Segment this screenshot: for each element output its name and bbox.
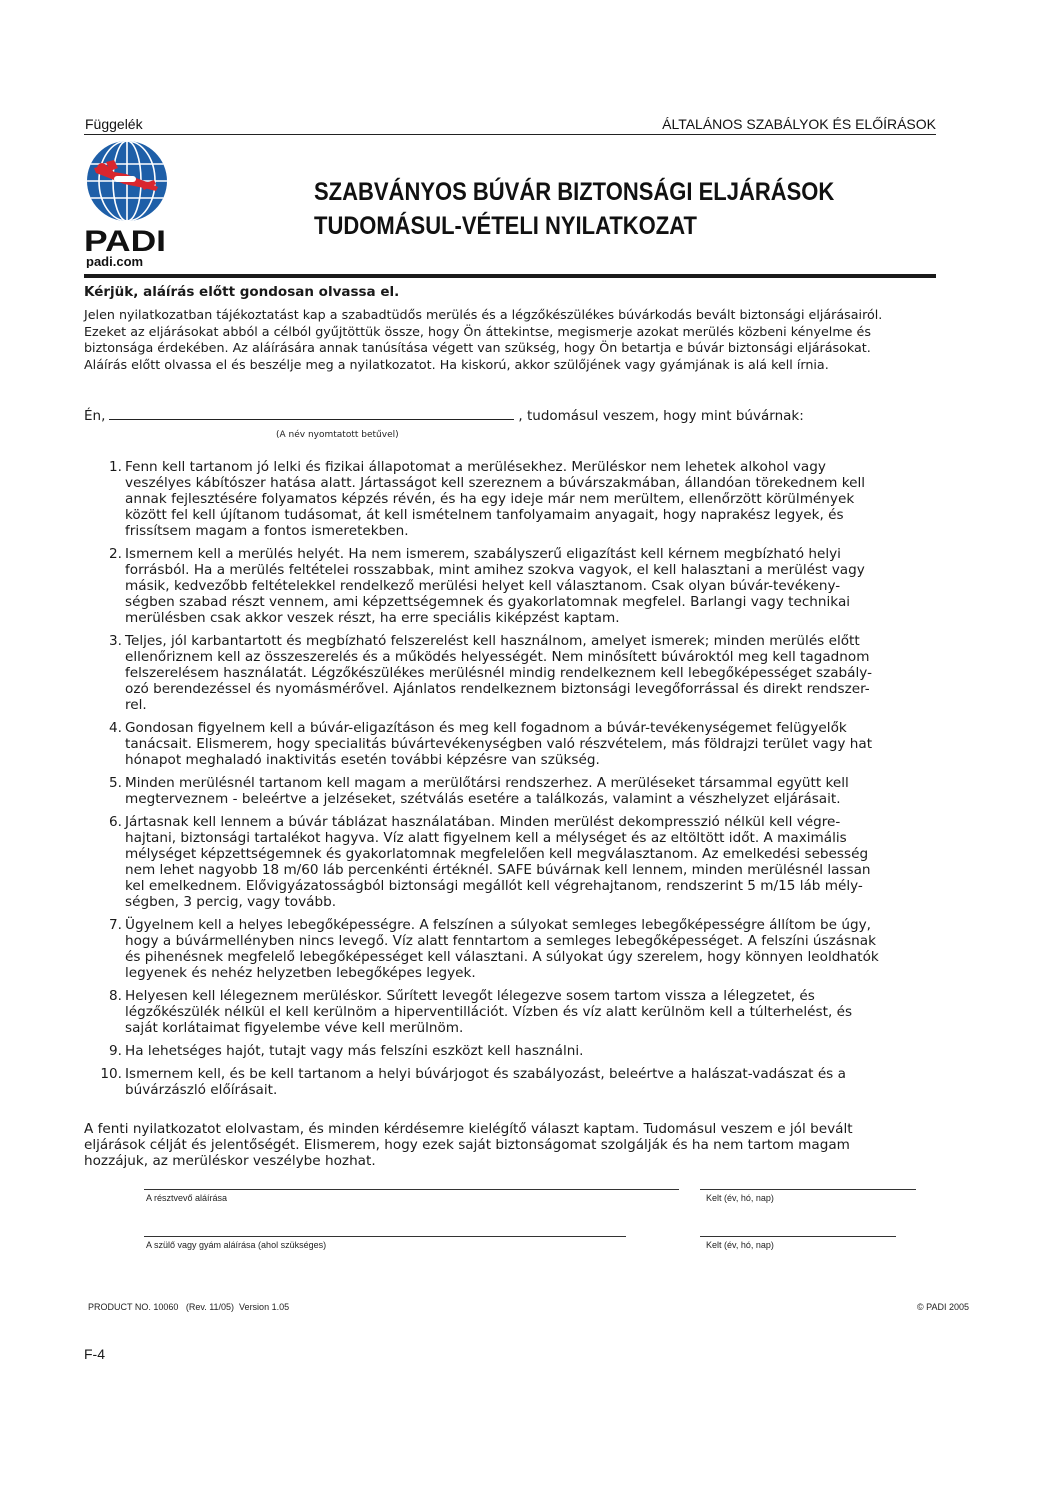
guardian-signature-line[interactable] [144,1236,626,1237]
item-line: ozó berendezéssel és nyomásmérővel. Ajánlatos rendelkeznem biztonsági levegőforrással és direkt rendszer- [125,681,870,697]
item-text [125,546,963,626]
list-item [84,988,964,1036]
item-line: megterveznem - beleértve a jelzéseket, szétválás esetére a találkozás, valamint a vészhelyzet eljárásait. [125,791,841,807]
statement-prefix: Én, [84,408,106,424]
item-line: légzőkészülék nélkül el kell kerülnöm a hiperventillációt. Vízben és víz alatt kerülnöm kell a túlterhelést, és [125,1004,853,1020]
logo-url: padi.com [86,254,144,268]
list-item [84,459,964,539]
intro-line: Jelen nyilatkozatban tájékoztatást kap a szabadtüdős merülés és a légzőkészülékes búvárkodás bevált biztonsági eljárásairól. [84,307,883,322]
title-line-1: SZABVÁNYOS BÚVÁR BIZTONSÁGI ELJÁRÁSOK [314,178,835,206]
item-line: legyenek és nehéz helyzetben lebegőképes legyek. [125,965,476,981]
closing-line: hozzájuk, az merüléskor veszélybe hozhat. [84,1153,376,1169]
item-line: Minden merülésnél tartanom kell magam a merülőtársi rendszerhez. A merüléseket társammal együtt kell [125,775,849,791]
item-text [125,720,963,768]
item-number: 7. [109,917,122,933]
item-text [125,988,963,1036]
please-read-note: Kérjük, aláírás előtt gondosan olvassa el. [84,284,400,300]
item-line: felszerelésem használatát. Légzőkészülékes merülésnél mindig rendelkeznem kell lebegőképességet szabály- [125,665,872,681]
item-text [125,633,963,713]
item-line: forrásból. Ha a merülés feltételei rosszabbak, mint amihez szokva vagyok, el kell halasztani a merülést vagy [125,562,865,578]
item-line: Ismernem kell, és be kell tartanom a helyi búvárjogot és szabályozást, beleértve a halászat-vadászat és a [125,1066,846,1082]
list-item [84,1043,964,1059]
intro-line: Aláírás előtt olvassa el és beszélje meg a nyilatkozatot. Ha kiskorú, akkor szülőjének vagy gyámjának is alá kell írnia. [84,356,829,372]
list-item [84,1066,964,1098]
section-label: Függelék [85,116,143,132]
item-line: másik, kedvezőbb feltételekkel rendelkező merülési helyet kell választanom. Csak olyan búvár-tevékeny- [125,578,841,594]
item-line: Ügyelnem kell a helyes lebegőképességre. A felszínen a súlyokat semleges lebegőképességre állítom be úgy, [125,917,871,933]
participant-signature-label: A résztvevő aláírása [146,1193,228,1203]
closing-line: eljárások célját és jelentőségét. Elismerem, hogy ezek saját biztonságomat szolgálják és ha nem tartom magam [84,1137,850,1153]
page-number: F-4 [84,1346,105,1362]
padi-logo [84,138,170,268]
copyright: © PADI 2005 [917,1302,969,1312]
item-number: 3. [109,633,122,649]
item-line: hogy a búvármellényben nincs levegő. Víz alatt fenntartom a semleges lebegőképességet. A felszíni úszásnak [125,933,876,949]
item-line: tanácsait. Elismerem, hogy specialitás búvártevékenységben való részvételem, más földrajzi terület vagy hat [125,736,873,752]
logo-brand: PADI [84,225,166,258]
name-field[interactable] [109,407,514,420]
item-line: között fel kell újítanom tudásomat, át kell ismételnem tanfolyamaim anyagait, hogy naprakész legyek, és [125,507,844,523]
item-line: és pihenésnek megfelelő lebegőképességet kell választani. A súlyokat úgy szerelem, hogy könnyen leoldhatók [125,949,879,965]
item-line: veszélyes kábítószer hatása alatt. Jártasságot kell szereznem a búvárszakmában, állandóan törekednem kell [125,475,866,491]
item-line: annak fejlesztésére folyamatos képzés révén, és ha egy ideje már nem merültem, ellenőrzött körülmények [125,491,855,507]
item-text [125,775,963,807]
closing-line: A fenti nyilatkozatot elolvastam, és minden kérdésemre kielégítő választ kaptam. Tudomásul veszem e jól bevált [84,1121,853,1137]
item-line: Gondosan figyelnem kell a búvár-eligazításon és meg kell fogadnom a búvár-tevékenységemet felügyelők [125,720,847,736]
product-number: PRODUCT NO. 10060 (Rev. 11/05) Version 1.05 [88,1302,290,1312]
item-line: Teljes, jól karbantartott és megbízható felszerelést kell használnom, amelyet ismerek; minden merülés előtt [125,633,860,649]
list-item [84,814,964,910]
item-text [125,1066,963,1098]
title-divider [84,274,936,278]
intro-paragraph [84,307,969,373]
item-line: hajtani, biztonsági tartalékot hagyva. Víz alatt figyelnem kell a mélységet és az eltöltött időt. A maximális [125,830,847,846]
date-label-2: Kelt (év, hó, nap) [706,1240,774,1250]
item-line: ségben, 3 percig, vagy tovább. [125,894,337,910]
item-line: Ha lehetséges hajót, tutajt vagy más felszíni eszközt kell használni. [125,1043,584,1059]
item-number: 6. [109,814,122,830]
name-statement [84,407,964,424]
header-divider [84,134,936,135]
item-line: merülésben csak akkor veszek részt, ha erre speciális kiképzést kaptam. [125,610,620,626]
title-line-2: TUDOMÁSUL-VÉTELI NYILATKOZAT [314,212,697,240]
item-number: 1. [109,459,122,475]
item-number: 8. [109,988,122,1004]
item-line: Jártasnak kell lennem a búvár táblázat használatában. Minden merülést dekompresszió nélkül kell végre- [125,814,841,830]
item-text [125,459,963,539]
item-line: Helyesen kell lélegeznem merüléskor. Sűrített levegőt lélegezve sosem tartom vissza a lélegzetet, és [125,988,815,1004]
date-line-2[interactable] [700,1236,896,1237]
list-item [84,775,964,807]
item-line: hónapot meghaladó inaktivitás esetén további képzésre van szükség. [125,752,600,768]
date-line-1[interactable] [700,1189,916,1190]
item-text [125,814,963,910]
item-line: mélységet képzettségemnek és gyakorlatomnak megfelelően kell megválasztanom. Az emelkedési sebesség [125,846,869,862]
item-line: Ismernem kell a merülés helyét. Ha nem ismerem, szabályszerű eligazítást kell kérnem megbízható helyi [125,546,841,562]
item-number: 9. [109,1043,122,1059]
rules-list [84,459,964,1105]
item-line: ségben szabad részt vennem, ami képzettségemnek és gyakorlatomnak megfelel. Barlangi vagy technikai [125,594,851,610]
page-title [314,175,834,243]
name-hint: (A név nyomtatott betűvel) [276,430,399,440]
section-title: ÁLTALÁNOS SZABÁLYOK ÉS ELŐÍRÁSOK [662,116,936,132]
item-number: 4. [109,720,122,736]
item-line: Fenn kell tartanom jó lelki és fizikai állapotomat a merülésekhez. Merüléskor nem lehetek alkohol vagy [125,459,826,475]
item-number: 10. [100,1066,122,1082]
list-item [84,917,964,981]
item-number: 5. [109,775,122,791]
item-line: ellenőriznem kell az összeszerelés és a működés helyességét. Nem minősített búvároktól meg kell tagadnom [125,649,870,665]
intro-line: Ezeket az eljárásokat abból a célból gyűjtöttük össze, hogy Ön áttekintse, megismerje azokat merülés közbeni kényelme és [84,323,871,339]
item-line: rel. [125,697,147,713]
guardian-signature-label: A szülő vagy gyám aláírása (ahol szükséges) [146,1240,327,1250]
item-line: kel emelkednem. Elővigyázatosságból biztonsági megállót kell végrehajtanom, rendszerint 5 m/15 láb mély- [125,878,863,894]
intro-line: biztonsága érdekében. Az aláírására annak tanúsítása végett van szükség, hogy Ön betartja e búvár biztonsági eljárásokat. [84,340,871,355]
statement-suffix: , tudomásul veszem, hogy mint búvárnak: [518,408,804,424]
item-line: saját korlátaimat figyelembe véve kell merülnöm. [125,1020,464,1036]
list-item [84,546,964,626]
closing-paragraph [84,1121,969,1169]
list-item [84,720,964,768]
item-line: frissítsem magam a fontos ismeretekben. [125,523,409,539]
date-label-1: Kelt (év, hó, nap) [706,1193,774,1203]
item-text [125,917,963,981]
list-item [84,633,964,713]
item-line: búvárzászló előírásait. [125,1082,278,1098]
participant-signature-line[interactable] [144,1189,679,1190]
item-number: 2. [109,546,122,562]
item-line: nem lehet nagyobb 18 m/60 láb percenkénti értéknél. SAFE búvárnak kell lennem, minden merülésnél lassan [125,862,871,878]
item-text [125,1043,963,1059]
